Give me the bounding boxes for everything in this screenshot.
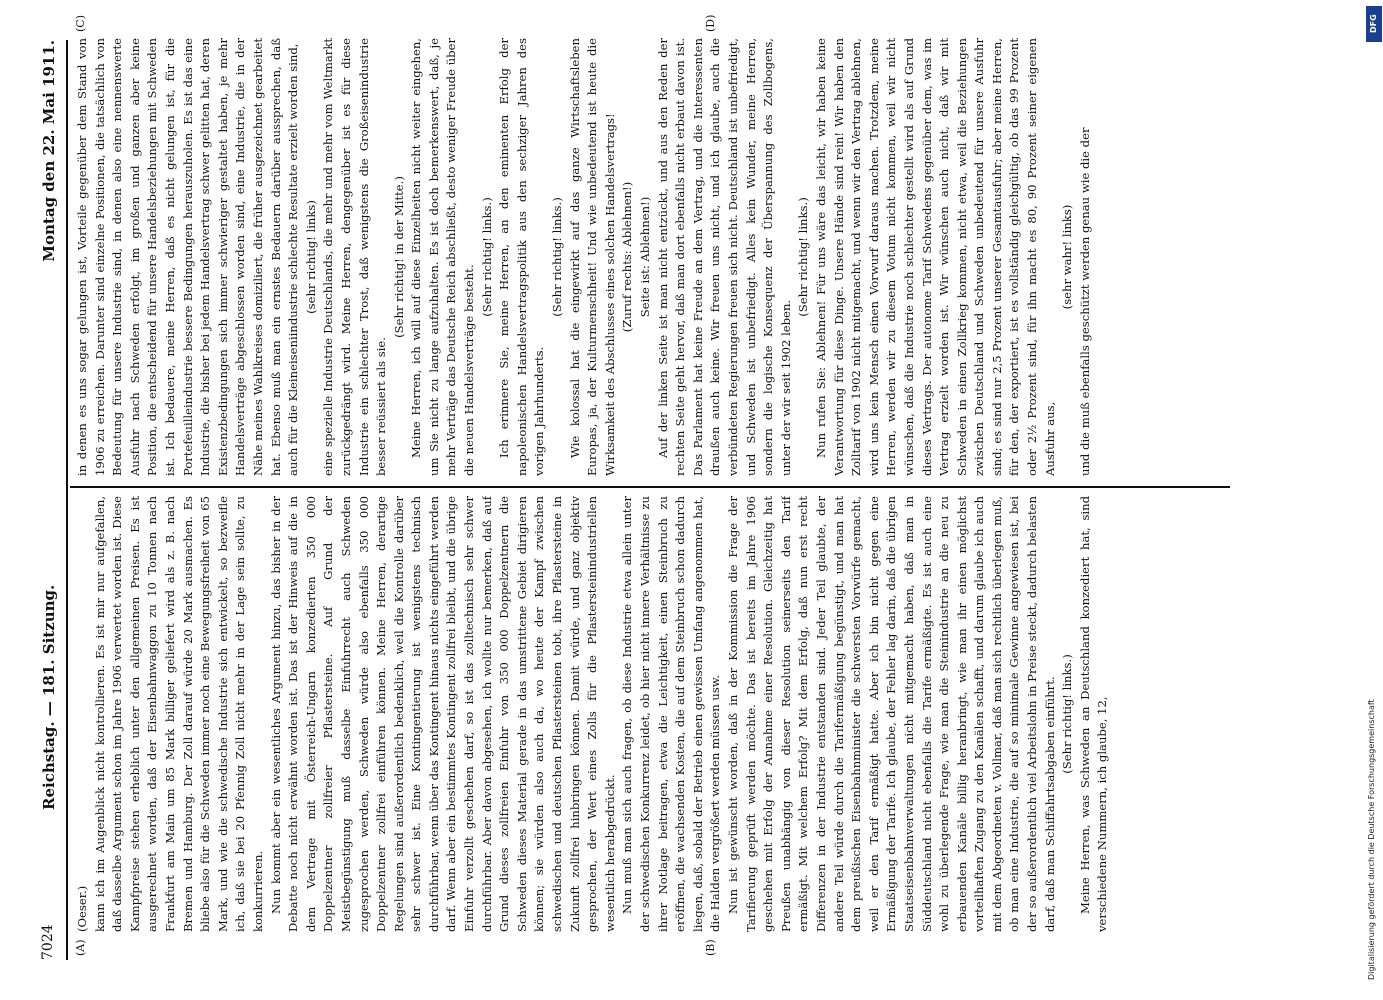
paragraph: Meine Herren, ich will auf diese Einzelheiten nicht weiter eingehen, um Sie nicht zu lange aufzuhalten. Es ist doch bemerkenswert, daß, je mehr Verträge das Deutsche Reich abschließt, desto weniger Freude über die neuen Handelsverträge besteht. [409, 38, 477, 476]
paragraph: und die muß ebenfalls geschützt werden genau wie die der [1077, 127, 1092, 476]
left-column [74, 496, 1224, 932]
paragraph: Wie kolossal hat die eingewirkt auf das ganze Wirtschaftsleben Europas, ja, der Kulturmenschheit! Und wie unbedeutend ist heute die Wirksamkeit des Abschlusses eines solchen Handelsvertrags! [567, 38, 617, 476]
side-strip [1365, 0, 1383, 1000]
paragraph: Auf der linken Seite ist man nicht entzückt, und aus den Reden der rechten Seite geht hervor, daß man dort ebenfalls nicht erbaut davon ist. Das Parlament hat keine Freude an dem Vertrag, und die Interessenten draußen auch keine. Wir freuen uns nicht, und ich glaube, auch die verbündeten Regierungen freuen sich nicht. Deutschland ist unbefriedigt, und Schweden ist unbefriedigt. Alles kein Wunder, meine Herren, sondern die logische Konsequenz der Überspannung des Zollbogens, unter der wir seit 1902 leben. [655, 38, 793, 476]
dfg-logo: DFG [1366, 6, 1382, 42]
paragraph: Nun ist gewünscht worden, daß in der Kommission die Frage der Tarifierung geprüft werden möchte. Das ist bereits im Jahre 1906 geschehen mit Erfolg der Annahme einer Resolution. Gleichzeitig hat Preußen unabhängig von dieser Resolution seinerseits den Tarif ermäßigt. Mit welchem Erfolg? Mit dem Erfolg, daß nun erst recht Differenzen in der Industrie entstanden sind. Jeder Teil glaubte, der andere Teil würde durch die Tarifermäßigung begünstigt, und man hat dem preußischen Eisenbahnminister die schwersten Vorwürfe gemacht, weil er den Tarif ermäßigt hatte. Aber ich bin nicht gegen eine Ermäßigung der Tarife. Ich glaube, der Fehler lag darin, daß die übrigen Staatseisenbahnverwaltungen nicht mitgemacht haben, daß man in Süddeutschland nicht ebenfalls die Tarife ermäßigte. Es ist auch eine wohl zu überlegende Frage, wie man die Steinindustrie an die neu zu erbauenden Kanäle billig heranbringt, wie man ihr einen möglichst vorteilhaften Zugang zu den Kanälen schafft, und darum glaube ich auch mit dem Abgeordneten v. Vollmar, daß man sich rechtlich überlegen muß, ob man eine Industrie, die auf so minimale Gewinne angewiesen ist, bei der so außerordentlich viel Arbeitslohn in Preise steckt, dadurch belasten darf, daß man Schiffahrtsabgaben einführt. [725, 496, 1057, 932]
paragraph: (Sehr richtig! links.) [479, 197, 494, 317]
paragraph: Meine Herren, was Schweden an Deutschland konzediert hat, sind verschiedene Nummern, ich glaube, 12, [1077, 496, 1110, 932]
paragraph: (Sehr richtig! links.) [796, 197, 811, 317]
margin-mark-b: (B) [704, 939, 717, 956]
session-date: Montag den 22. Mai 1911. [40, 40, 58, 262]
paragraph: (sehr richtig! links) [303, 200, 318, 314]
column-divider [70, 486, 1230, 488]
paragraph: Ich erinnere Sie, meine Herren, an den eminenten Erfolg der napoleonischen Handelsvertragspolitik aus den sechziger Jahren des vorigen Jahrhunderts. [497, 38, 547, 476]
paragraph: (Sehr richtig! in der Mitte.) [391, 176, 406, 338]
paragraph: (Oeser.) [75, 885, 89, 932]
paragraph: (Sehr richtig! links.) [550, 197, 565, 317]
paragraph: (sehr wahr! links) [1060, 204, 1075, 310]
paragraph: in denen es uns sogar gelungen ist, Vorteile gegenüber dem Stand von 1906 zu erreichen. Darunter sind einzelne Positionen, die tatsächlich von Bedeutung für unsere Industrie sind, in denen also eine nennenswerte Ausfuhr nach Schweden erfolgt, im großen und ganzen aber keine Position, die entscheidend für unsere Handelsbeziehungen mit Schweden ist. Ich bedauere, meine Herren, daß es nicht gelungen ist, für die Portefeuilleindustrie bessere Bedingungen herauszuholen. Es ist das eine Industrie, die bisher bei jedem Handelsvertrag schwer gelitten hat, deren Existenzbedingungen sich immer schwieriger gestaltet haben, je mehr Handelsverträge abgeschlossen worden sind, eine Industrie, die in der Nähe meines Wahlkreises domiziliert, die früher ausgezeichnet gearbeitet hat. Ebenso muß man ein ernstes Bedauern darüber aussprechen, daß auch für die Kleineiseniindustrie schlechte Resultate erzielt worden sind, [75, 38, 301, 476]
paragraph: Nun rufen Sie: Ablehnen! Für uns wäre das leicht, wir haben keine Verantwortung für diese Dinge. Unsere Hände sind rein! Wir haben den Zolltarif von 1902 nicht mitgemacht, und wenn wir den Vertrag ablehnen, wird uns kein Mensch einen Vorwurf daraus machen. Trotzdem, meine Herren, werden wir zu diesem Votum nicht kommen, weil wir nicht wünschen, daß die Industrie noch schlechter gestellt wird als auf Grund dieses Vertrags. Der autonome Tarif Schwedens gegenüber dem, was im Vertrag erzielt worden ist. Wir wünschen auch nicht, daß wir mit Schweden in einen Zollkrieg kommen, nicht etwa, weil die Beziehungen zwischen Deutschland und Schweden unbedeutend für unsere Ausfuhr sind; es sind nur 2,5 Prozent unserer Gesamtausfuhr; aber meine Herren, für den, der exportiert, ist es vollständig gleichgültig, ob das 99 Prozent oder 2½ Prozent sind, für ihn macht es 80, 90 Prozent seiner eigenen Ausfuhr aus, [813, 38, 1057, 476]
paragraph: eine spezielle Industrie Deutschlands, die mehr und mehr vom Weltmarkt zurückgedrängt wird. Meine Herren, dengegenüber ist es für diese Industrie ein schlechter Trost, daß wenigstens die Großeisenindustrie besser reüssiert als sie. [321, 38, 389, 476]
session-title: Reichstag. — 181. Sitzung. [40, 584, 58, 810]
header-rule [66, 40, 68, 960]
right-column [74, 38, 1224, 476]
page-number: 7024 [40, 924, 56, 960]
page-header [36, 40, 62, 960]
digitization-note: Digitalisierung gefördert durch die Deutsche Forschungsgemeinschaft [1367, 699, 1376, 980]
paragraph: (Sehr richtig! links.) [1060, 654, 1075, 774]
margin-mark-d: (D) [704, 14, 717, 32]
margin-mark-a: (A) [74, 939, 87, 956]
paragraph: kann ich im Augenblick nicht kontrollieren. Es ist mir nur aufgefallen, daß dasselbe Argument schon im Jahre 1906 verwertet worden ist. Diese Kampfpreise stehen erheblich unter den allgemeinen Preisen. Es ist ausgerechnet worden, daß der Eisenbahnwaggon zu 10 Tonnen nach Frankfurt am Main um 85 Mark billiger geliefert wird als z. B. nach Bremen und Hamburg. Der Zoll darauf würde 20 Mark ausmachen. Es bliebe also für die Schweden immer noch eine Bewegungsfreiheit von 65 Mark, und wie die schwedische Industrie sich entwickelt, so bezweifle ich, daß sie bei 20 Pfennig Zoll nicht mehr in der Lage sein sollte, zu konkurrieren. [92, 496, 265, 932]
margin-mark-c: (C) [74, 15, 87, 32]
paragraph: Nun kommt aber ein wesentliches Argument hinzu, das bisher in der Debatte noch nicht erwähnt worden ist. Das ist der Hinweis auf die in dem Vertrage mit Österreich-Ungarn konzedierten 350 000 Doppelzentner zollfreier Pflastersteine. Auf Grund der Meistbegünstigung muß dasselbe Einfuhrrecht auch Schweden zugesprochen werden, Schweden würde also ebenfalls 350 000 Doppelzentner zollfrei einführen können. Meine Herren, derartige Regelungen sind außerordentlich bedenklich, weil die Kontrolle darüber sehr schwer ist. Eine Kontingentierung ist wenigstens technisch durchführbar, wenn über das Kontingent hinaus nichts eingeführt werden darf. Wenn aber ein bestimmtes Kontingent zollfrei bleibt, und die übrige Einfuhr verzollt geschehen darf, so ist das zolltechnisch sehr schwer durchführbar. Aber davon abgesehen, ich wollte nur bemerken, daß auf Grund dieses zollfreien Einfuhr von 350 000 Doppelzentnern die Schweden dieses Material gerade in das umstrittene Gebiet dirigieren können; sie würden also auch da, wo heute der Kampf zwischen schwedischen und deutschen Pflastersteinen tobt, ihre Pflastersteine in Zukunft zollfrei hinbringen können. Damit würde, und ganz objektiv gesprochen, der Wert eines Zolls für die Pflastersteinindustriellen wesentlich herabgedrückt. [268, 496, 617, 932]
paragraph: Seite ist: Ablehnen!) [638, 196, 652, 318]
paragraph: Nun muß man sich auch fragen, ob diese Industrie etwa allein unter der schwedischen Konkurrenz leidet, ob hier nicht innere Verhältnisse zu ihrer Notlage beitragen, etwa die Leichtigkeit, einen Steinbruch zu eröffnen, die wachsenden Kosten, die auf dem Steinbruch schon dadurch liegen, daß, sobald der Betrieb einen gewissen Umfang angenommen hat, die Halden vergrößert werden müssen usw. [620, 496, 723, 932]
paragraph: (Zuruf rechts: Ablehnen!) [620, 181, 635, 333]
